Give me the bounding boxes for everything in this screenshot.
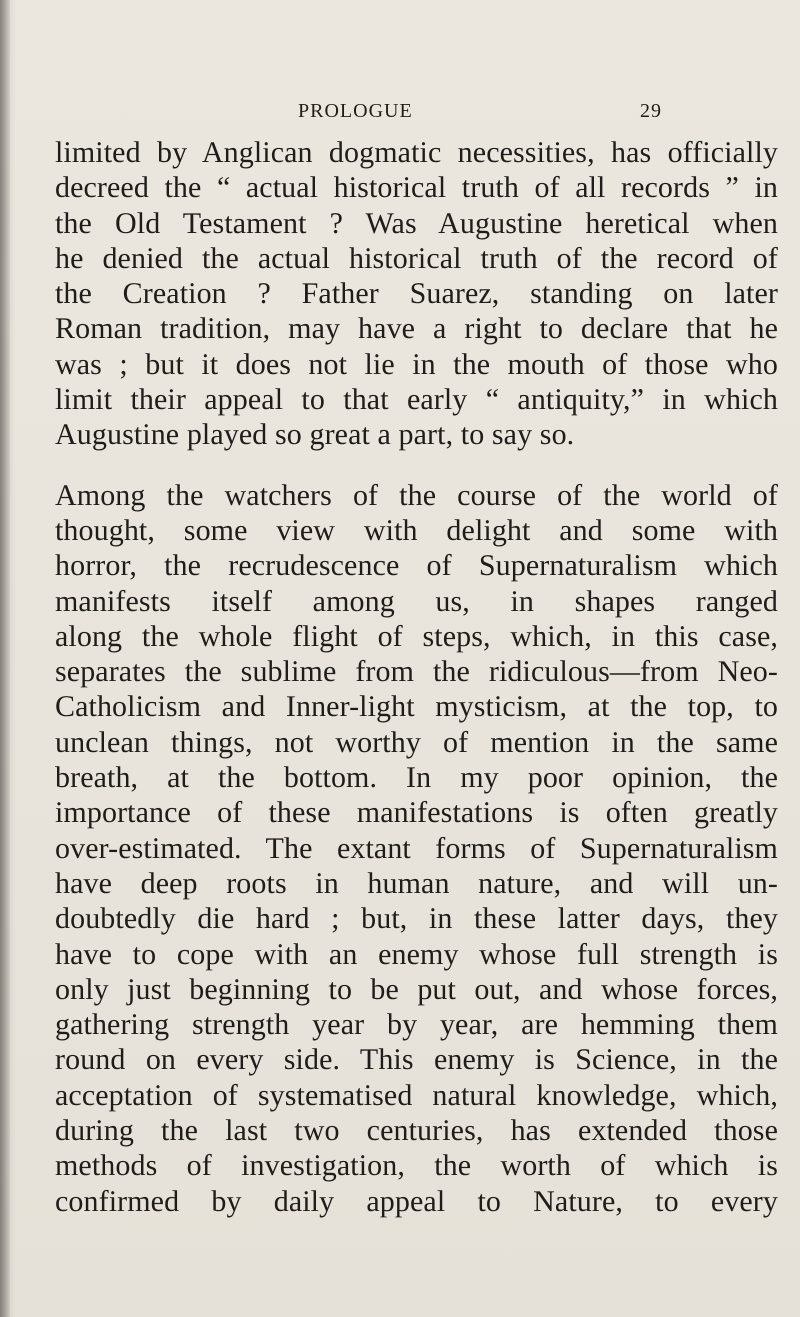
chapter-heading: PROLOGUE xyxy=(298,100,413,122)
body-text xyxy=(55,135,778,1219)
text-line: along the whole flight of steps, which, in this case, xyxy=(55,619,778,653)
page-number: 29 xyxy=(640,100,662,122)
text-line: separates the sublime from the ridiculous—from Neo- xyxy=(55,655,778,689)
text-line: the Old Testament ? Was Augustine heretical when xyxy=(55,206,778,240)
text-line: have to cope with an enemy whose full strength is xyxy=(55,937,778,971)
text-line: over-estimated. The extant forms of Supernaturalism xyxy=(55,831,778,865)
page-spine-shadow xyxy=(0,0,10,1317)
paragraph-gap xyxy=(55,453,778,478)
text-line: breath, at the bottom. In my poor opinion, the xyxy=(55,761,778,795)
text-line: confirmed by daily appeal to Nature, to every xyxy=(55,1184,778,1218)
text-line: decreed the “ actual historical truth of all records ” in xyxy=(55,171,778,205)
text-line: limit their appeal to that early “ antiquity,” in which xyxy=(55,383,778,417)
text-line: gathering strength year by year, are hemming them xyxy=(55,1008,778,1042)
text-line: have deep roots in human nature, and will un- xyxy=(55,866,778,900)
text-line: only just beginning to be put out, and whose forces, xyxy=(55,972,778,1006)
text-line: was ; but it does not lie in the mouth of those who xyxy=(55,347,778,381)
text-line: during the last two centuries, has extended those xyxy=(55,1114,778,1148)
text-line: Catholicism and Inner-light mysticism, at the top, to xyxy=(55,690,778,724)
paragraph-1 xyxy=(55,135,778,453)
paragraph-2 xyxy=(55,478,778,1219)
text-line: Roman tradition, may have a right to declare that he xyxy=(55,312,778,346)
text-line: thought, some view with delight and some with xyxy=(55,513,778,547)
text-line: round on every side. This enemy is Science, in the xyxy=(55,1043,778,1077)
text-line: importance of these manifestations is often greatly xyxy=(55,796,778,830)
text-line: doubtedly die hard ; but, in these latter days, they xyxy=(55,902,778,936)
text-line: manifests itself among us, in shapes ranged xyxy=(55,584,778,618)
text-line: he denied the actual historical truth of the record of xyxy=(55,241,778,275)
text-line: horror, the recrudescence of Supernaturalism which xyxy=(55,549,778,583)
text-line: limited by Anglican dogmatic necessities, has officially xyxy=(55,136,778,169)
text-line: Among the watchers of the course of the world of xyxy=(55,478,778,512)
running-head xyxy=(250,99,670,127)
text-line: unclean things, not worthy of mention in the same xyxy=(55,725,778,759)
text-line: methods of investigation, the worth of which is xyxy=(55,1149,778,1183)
text-line: Augustine played so great a part, to say so. xyxy=(55,418,575,452)
text-line: the Creation ? Father Suarez, standing on later xyxy=(55,277,778,311)
text-line: acceptation of systematised natural knowledge, which, xyxy=(55,1078,778,1112)
